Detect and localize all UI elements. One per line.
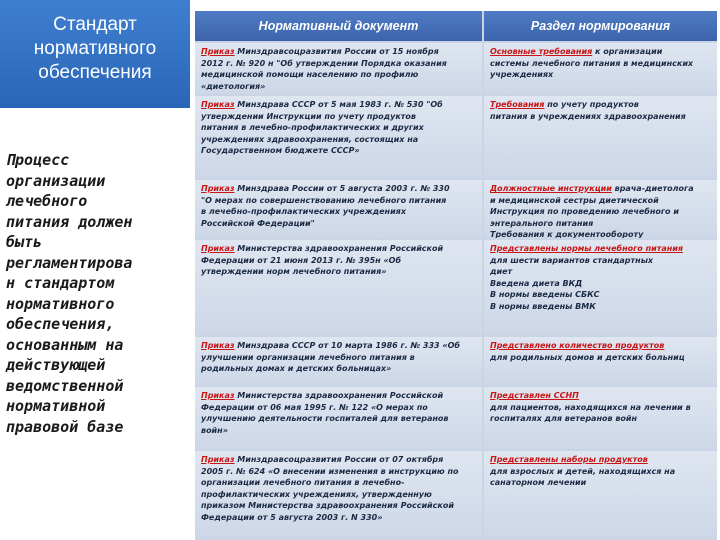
document-type-tag: Приказ xyxy=(201,47,235,56)
document-cell xyxy=(195,240,482,335)
document-type-tag: Приказ xyxy=(201,100,235,109)
document-text-line: "О мерах по совершенствованию лечебного питания xyxy=(201,195,447,205)
document-cell xyxy=(195,180,482,238)
section-type-tag: Представлены наборы продуктов xyxy=(490,455,648,464)
document-text-line: учреждениях здравоохранения, состоящих на xyxy=(201,134,419,144)
document-type-tag: Приказ xyxy=(201,455,235,464)
section-text-line xyxy=(490,340,712,363)
description-line: нормативного xyxy=(6,294,115,313)
section-text-line: питания в учреждениях здравоохранения xyxy=(490,111,686,121)
document-cell xyxy=(195,337,482,385)
section-text-line: учреждениях xyxy=(490,70,554,79)
document-text-line: Государственном бюджете СССР» xyxy=(201,146,360,155)
section-cell xyxy=(484,43,717,94)
section-type-tag: Представлены нормы лечебного питания xyxy=(490,244,683,253)
document-text-line: питания в лечебно-профилактических и других xyxy=(201,123,424,132)
section-text-line xyxy=(490,183,712,195)
section-text-line: В нормы введены СБКС xyxy=(490,290,600,299)
section-cell xyxy=(484,240,717,335)
section-text-line: Требования к документообороту xyxy=(490,230,644,238)
description-line: действующей xyxy=(6,356,106,374)
document-text: Министерства здравоохранения Российской xyxy=(234,391,444,400)
description-line: основанным на xyxy=(6,335,124,354)
document-text: Минздрава СССР от 10 марта 1986 г. № 333 «Об xyxy=(234,341,460,350)
section-text: по учету продуктов xyxy=(544,100,639,109)
document-text: Минздрава СССР от 5 мая 1983 г. № 530 "Об xyxy=(234,100,443,109)
section-type-tag: Представлено количество продуктов xyxy=(490,341,665,350)
title-line: Стандарт xyxy=(53,14,137,35)
document-cell xyxy=(195,43,482,94)
document-text-line: войн» xyxy=(201,425,228,435)
description-line: нормативной xyxy=(6,397,106,415)
section-text-line: госпиталях для ветеранов войн xyxy=(490,414,638,423)
document-text-line: в лечебно-профилактических учреждениях xyxy=(201,207,406,216)
section-type-tag: Должностные инструкции xyxy=(490,184,612,193)
document-text-line xyxy=(201,183,477,195)
section-text: к организации xyxy=(592,47,663,56)
document-cell xyxy=(195,451,482,538)
section-text-line: Введена диета ВКД xyxy=(490,278,583,288)
regulations-table xyxy=(195,11,717,540)
section-text-line: В нормы введены ВМК xyxy=(490,301,596,311)
section-text-line: Инструкция по проведению лечебного и xyxy=(490,207,679,216)
document-cell xyxy=(195,96,482,178)
section-cell xyxy=(484,451,717,538)
document-text-line xyxy=(201,99,477,111)
process-description xyxy=(6,150,194,437)
table-row xyxy=(195,387,717,451)
description-line: н стандартом xyxy=(6,274,115,292)
document-text-line xyxy=(201,243,477,255)
document-text-line: 2005 г. № 624 «О внесении изменения в инструкцию по xyxy=(201,466,459,476)
section-type-tag: Основные требования xyxy=(490,47,593,56)
document-text-line: Федерации от 5 августа 2003 г. N 330» xyxy=(201,512,383,522)
document-type-tag: Приказ xyxy=(201,341,235,350)
description-line: обеспечения, xyxy=(6,315,115,333)
title-line: нормативного xyxy=(33,38,157,59)
section-text-line xyxy=(490,454,712,477)
section-text-line xyxy=(490,46,712,58)
document-cell xyxy=(195,387,482,449)
section-type-tag: Представлен СCНП xyxy=(490,391,579,400)
document-text: Министерства здравоохранения Российской xyxy=(234,244,444,253)
section-cell xyxy=(484,96,717,178)
table-row xyxy=(195,43,717,96)
section-text-line xyxy=(490,390,712,413)
section-text-line: энтерального питания xyxy=(490,218,594,228)
document-text: Минздрава России от 5 августа 2003 г. № 330 xyxy=(234,184,450,193)
description-line: ведомственной xyxy=(6,376,124,395)
document-text-line: Федерации от 21 июня 2013 г. № 395н «Об xyxy=(201,255,402,265)
section-text: для пациентов, находящихся на лечении в xyxy=(490,402,691,412)
section-text: для взрослых и детей, находящихся на xyxy=(490,466,676,476)
header-section: Раздел нормирования xyxy=(484,11,717,41)
document-text-line xyxy=(201,454,477,466)
document-type-tag: Приказ xyxy=(201,244,235,253)
document-text-line: улучшении организации лечебного питания в xyxy=(201,352,415,362)
section-cell xyxy=(484,337,717,385)
document-text-line: «диетология» xyxy=(201,81,266,91)
table-row xyxy=(195,240,717,337)
document-text-line: приказом Министерства здравоохранения Российской xyxy=(201,501,454,510)
document-type-tag: Приказ xyxy=(201,391,235,400)
document-text-line: организации лечебного питания в лечебно- xyxy=(201,478,405,487)
document-text-line xyxy=(201,46,477,58)
section-text-line: санаторном лечении xyxy=(490,478,587,487)
document-text-line xyxy=(201,340,477,352)
document-type-tag: Приказ xyxy=(201,184,235,193)
table-row xyxy=(195,180,717,240)
document-text: Минздравсоцразвития России от 07 октября xyxy=(234,455,444,464)
document-text-line: медицинской помощи населению по профилю xyxy=(201,70,419,79)
slide-title xyxy=(0,0,190,108)
section-text-line: системы лечебного питания в медицинских xyxy=(490,58,694,68)
section-cell xyxy=(484,387,717,449)
description-line: правовой базе xyxy=(6,417,124,436)
section-text-line: диет xyxy=(490,267,513,276)
section-text-line: и медицинской сестры диетической xyxy=(490,195,659,205)
document-text-line: Российской Федерации" xyxy=(201,218,315,228)
section-cell xyxy=(484,180,717,238)
document-text-line: утверждении норм лечебного питания» xyxy=(201,267,387,276)
section-text: для шести вариантов стандартных xyxy=(490,255,654,265)
section-text-line xyxy=(490,243,712,266)
table-row xyxy=(195,337,717,387)
description-line: организации xyxy=(6,171,106,190)
description-line: регламентирова xyxy=(6,253,133,272)
title-line: обеспечения xyxy=(38,62,152,83)
document-text-line: родильных домах и детских больницах» xyxy=(201,364,392,373)
description-line: Процесс xyxy=(6,151,70,169)
section-text: врача-диетолога xyxy=(611,184,694,193)
document-text-line: улучшению деятельности госпиталей для ветеранов xyxy=(201,414,449,423)
description-line: питания должен xyxy=(6,212,133,231)
section-text: для родильных домов и детских больниц xyxy=(490,352,685,362)
table-row xyxy=(195,451,717,540)
table-row xyxy=(195,96,717,180)
document-text-line: Федерации от 06 мая 1995 г. № 122 «О мерах по xyxy=(201,402,428,412)
document-text: Минздравсоцразвития России от 15 ноября xyxy=(234,47,439,56)
document-text-line: 2012 г. № 920 н "Об утверждении Порядка оказания xyxy=(201,58,447,68)
section-type-tag: Требования xyxy=(490,100,545,109)
document-text-line: профилактических учреждениях, утвержденную xyxy=(201,489,432,499)
document-text-line: утверждении Инструкции по учету продуктов xyxy=(201,111,416,121)
description-line: быть xyxy=(6,233,43,251)
header-document: Нормативный документ xyxy=(195,11,482,41)
description-line: лечебного xyxy=(6,192,88,210)
document-text-line xyxy=(201,390,477,402)
section-text-line xyxy=(490,99,712,111)
